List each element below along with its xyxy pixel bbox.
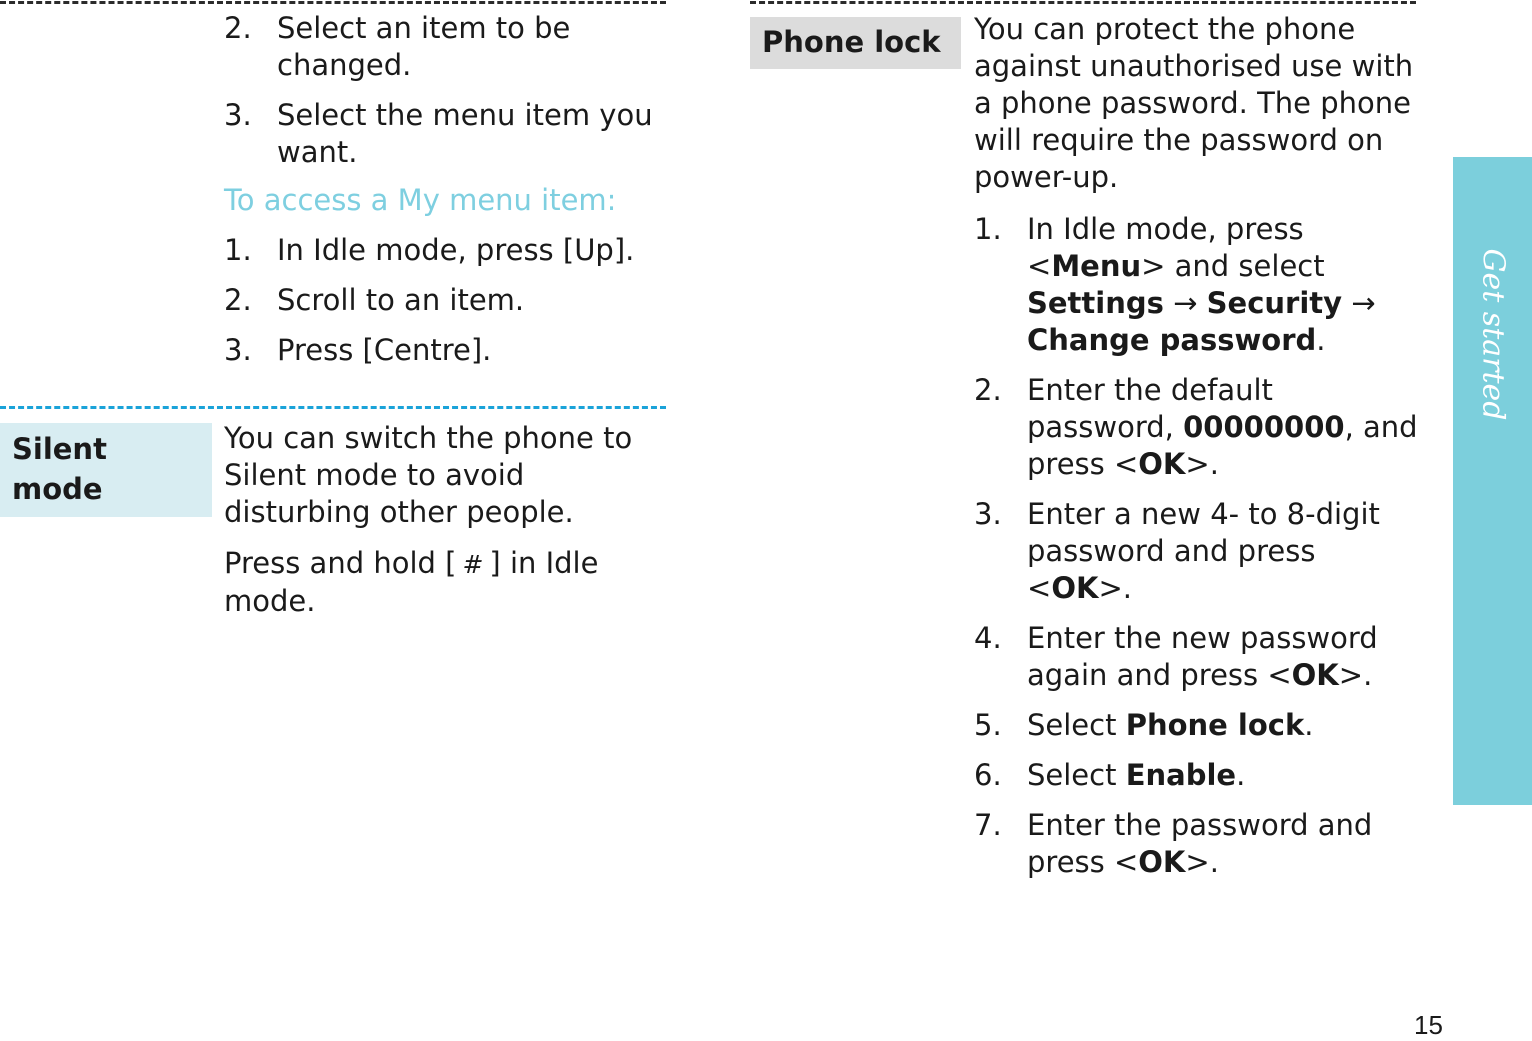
list-item bbox=[224, 232, 664, 269]
hash-key-icon: # bbox=[462, 550, 484, 579]
side-tab-label: Get started bbox=[1475, 248, 1510, 421]
step-number: 1. bbox=[974, 212, 1002, 246]
menu-path-security: Security bbox=[1206, 286, 1343, 320]
silent-mode-label: Silent mode bbox=[0, 423, 212, 517]
step-number: 3. bbox=[224, 333, 252, 367]
page-number: 15 bbox=[1414, 1010, 1443, 1040]
instruction-text: Press and hold [ bbox=[224, 546, 457, 580]
step-text: Select an item to be changed. bbox=[277, 11, 571, 82]
ok-key: OK bbox=[1138, 447, 1186, 481]
list-item bbox=[974, 620, 1419, 694]
step-text: >. bbox=[1098, 571, 1132, 605]
phone-lock-intro: You can protect the phone against unauthorised use with a phone password. The phone will require the password on power-up. bbox=[974, 12, 1414, 194]
arrow-icon: → bbox=[1163, 286, 1207, 320]
step-text: In Idle mode, press < bbox=[1027, 212, 1304, 283]
top-rule-left bbox=[0, 1, 666, 4]
step-text: Press [Centre]. bbox=[277, 333, 492, 367]
menu-option-enable: Enable bbox=[1125, 758, 1237, 792]
step-number: 2. bbox=[224, 283, 252, 317]
step-list-my-menu bbox=[224, 232, 664, 382]
list-item bbox=[974, 707, 1419, 744]
menu-path-change-password: Change password bbox=[1027, 323, 1317, 357]
list-item bbox=[974, 372, 1419, 483]
list-item bbox=[224, 332, 664, 369]
step-list-top bbox=[224, 10, 664, 184]
silent-mode-description: You can switch the phone to Silent mode to avoid disturbing other people. bbox=[224, 421, 633, 529]
step-text: Scroll to an item. bbox=[277, 283, 525, 317]
menu-path-settings: Settings bbox=[1027, 286, 1164, 320]
top-rule-right bbox=[750, 1, 1416, 4]
step-number: 4. bbox=[974, 621, 1002, 655]
list-item bbox=[224, 97, 664, 171]
step-number: 2. bbox=[224, 11, 252, 45]
silent-mode-instruction bbox=[224, 545, 664, 620]
instruction-text: ] in Idle mode. bbox=[224, 546, 599, 618]
list-item bbox=[974, 496, 1419, 607]
step-text: >. bbox=[1185, 447, 1219, 481]
my-menu-heading: To access a My menu item: bbox=[224, 183, 617, 217]
section-side-tab bbox=[1453, 157, 1532, 805]
step-text: Enter a new 4- to 8-digit password and press < bbox=[1027, 497, 1380, 605]
step-text: . bbox=[1316, 323, 1326, 357]
step-number: 6. bbox=[974, 758, 1002, 792]
list-item bbox=[224, 10, 664, 84]
step-text: Select bbox=[1027, 708, 1126, 742]
step-text: Enter the new password again and press < bbox=[1027, 621, 1378, 692]
step-text: Enter the default password, bbox=[1027, 373, 1273, 444]
list-item bbox=[974, 807, 1419, 881]
step-number: 7. bbox=[974, 808, 1002, 842]
section-rule-silent bbox=[0, 406, 666, 409]
step-number: 1. bbox=[224, 233, 252, 267]
step-number: 2. bbox=[974, 373, 1002, 407]
step-text: Select bbox=[1027, 758, 1126, 792]
step-text: . bbox=[1236, 758, 1246, 792]
list-item bbox=[974, 757, 1419, 794]
step-text: >. bbox=[1185, 845, 1219, 879]
step-text: > and select bbox=[1141, 249, 1325, 283]
phone-lock-label: Phone lock bbox=[750, 17, 961, 69]
step-text: >. bbox=[1338, 658, 1373, 692]
step-number: 3. bbox=[974, 497, 1002, 531]
menu-key: Menu bbox=[1051, 249, 1142, 283]
menu-option-phone-lock: Phone lock bbox=[1125, 708, 1305, 742]
step-text: Select the menu item you want. bbox=[277, 98, 653, 169]
step-text: . bbox=[1304, 708, 1314, 742]
ok-key: OK bbox=[1051, 571, 1099, 605]
default-password: 00000000 bbox=[1183, 410, 1345, 444]
arrow-icon: → bbox=[1342, 286, 1376, 320]
ok-key: OK bbox=[1138, 845, 1186, 879]
step-text: , and press < bbox=[1027, 410, 1418, 481]
list-item bbox=[224, 282, 664, 319]
ok-key: OK bbox=[1291, 658, 1339, 692]
step-number: 5. bbox=[974, 708, 1002, 742]
step-text: In Idle mode, press [Up]. bbox=[277, 233, 635, 267]
list-item bbox=[974, 211, 1419, 359]
step-text: Enter the password and press < bbox=[1027, 808, 1373, 879]
phone-lock-steps bbox=[974, 211, 1419, 894]
step-number: 3. bbox=[224, 98, 252, 132]
